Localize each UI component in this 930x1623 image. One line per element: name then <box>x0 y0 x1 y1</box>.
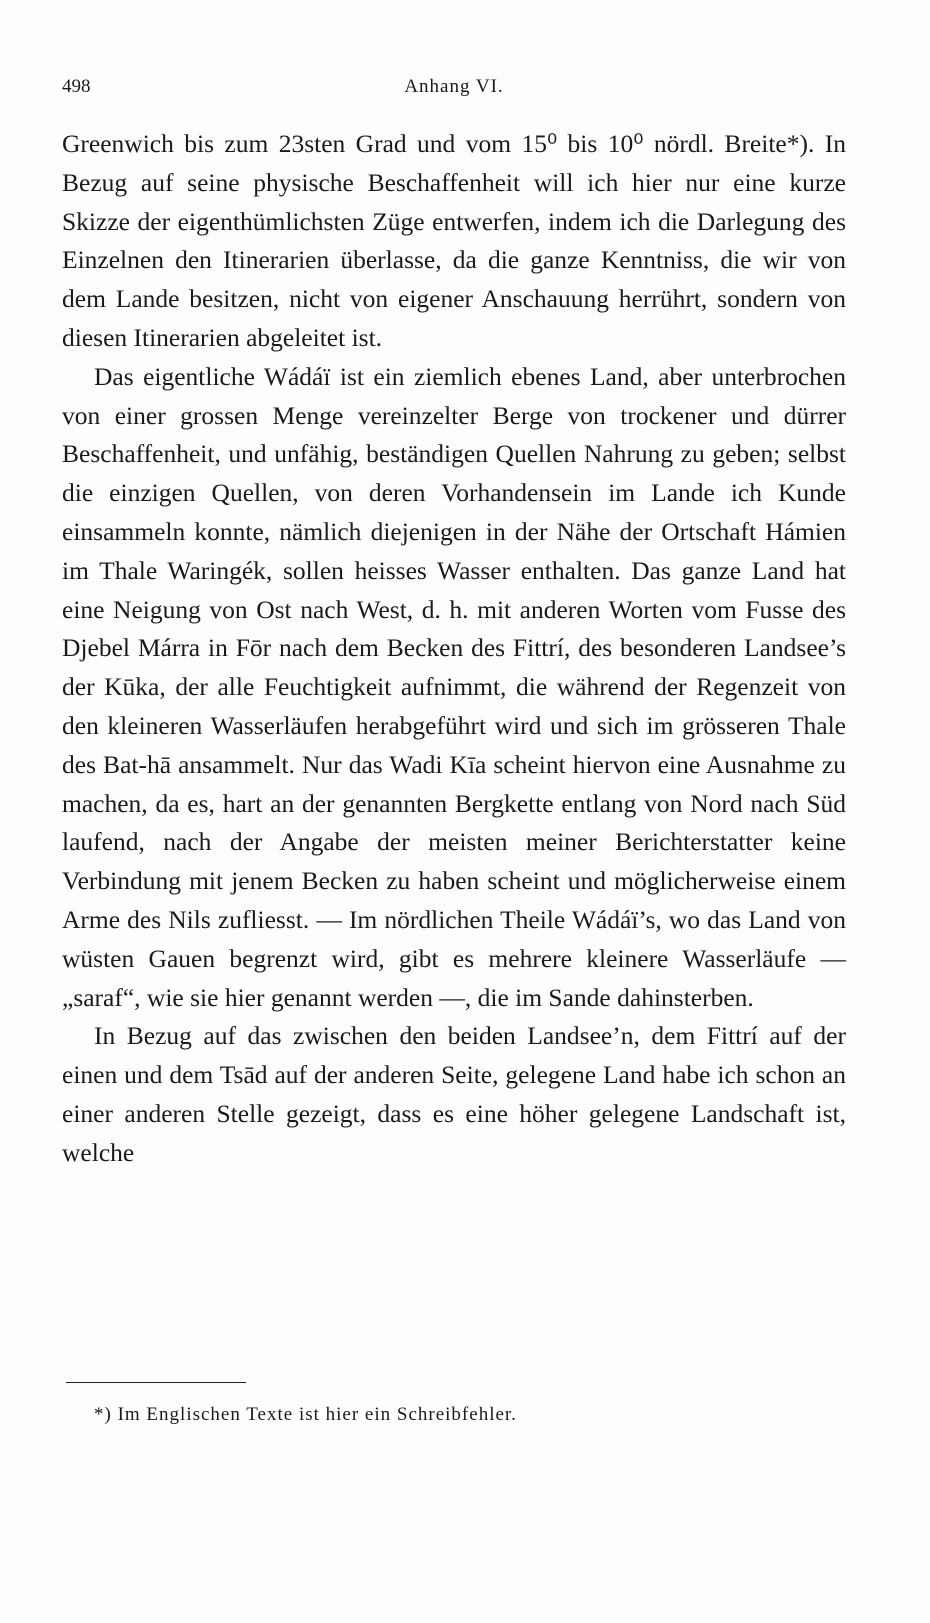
page-header <box>62 76 846 106</box>
footnote: *) Im Englischen Texte ist hier ein Schreibfehler. <box>94 1404 517 1425</box>
body-text <box>62 125 846 1173</box>
paragraph-3: In Bezug auf das zwischen den beiden Landsee’n, dem Fittrí auf der einen und dem Tsād auf der anderen Seite, gelegene Land habe ich schon an einer anderen Stelle gezeigt, dass es eine höher gelegene Landschaft ist, welche <box>62 1021 846 1167</box>
paragraph-1: Greenwich bis zum 23sten Grad und vom 15⁰ bis 10⁰ nördl. Breite*). In Bezug auf seine physische Beschaffenheit will ich hier nur eine kurze Skizze der eigenthümlichsten Züge entwerfen, indem ich die Darlegung des Einzelnen den Itinerarien überlasse, da die ganze Kenntniss, die wir von dem Lande besitzen, nicht von eigener Anschauung herrührt, sondern von diesen Itinerarien abgeleitet ist. <box>62 129 846 352</box>
paragraph-2: Das eigentliche Wádáï ist ein ziemlich ebenes Land, aber unterbrochen von einer grossen Menge vereinzelter Berge von trockener und dürrer Beschaffenheit, und unfähig, beständigen Quellen Nahrung zu geben; selbst die einzigen Quellen, von deren Vorhandensein im Lande ich Kunde einsammeln konnte, nämlich diejenigen in der Nähe der Ortschaft Hámien im Thale Waringék, sollen heisses Wasser enthalten. Das ganze Land hat eine Neigung von Ost nach West, d. h. mit anderen Worten vom Fusse des Djebel Márra in Fōr nach dem Becken des Fittrí, des besonderen Landsee’s der Kūka, der alle Feuchtigkeit aufnimmt, die während der Regenzeit von den kleineren Wasserläufen herabgeführt wird und sich im grösseren Thale des Bat-hā ansammelt. Nur das Wadi Kīa scheint hiervon eine Ausnahme zu machen, da es, hart an der genannten Bergkette entlang von Nord nach Süd laufend, nach der Angabe der meisten meiner Berichterstatter keine Verbindung mit jenem Becken zu haben scheint und möglicherweise einem Arme des Nils zufliesst. — Im nördlichen Theile Wádáï’s, wo das Land von wüsten Gauen begrenzt wird, gibt es mehrere kleinere Wasserläufe — „saraf“, wie sie hier genannt werden —, die im Sande dahinsterben. <box>62 361 846 1012</box>
footnote-rule <box>66 1382 246 1383</box>
page-number: 498 <box>62 76 91 97</box>
running-head: Anhang VI. <box>404 76 504 97</box>
